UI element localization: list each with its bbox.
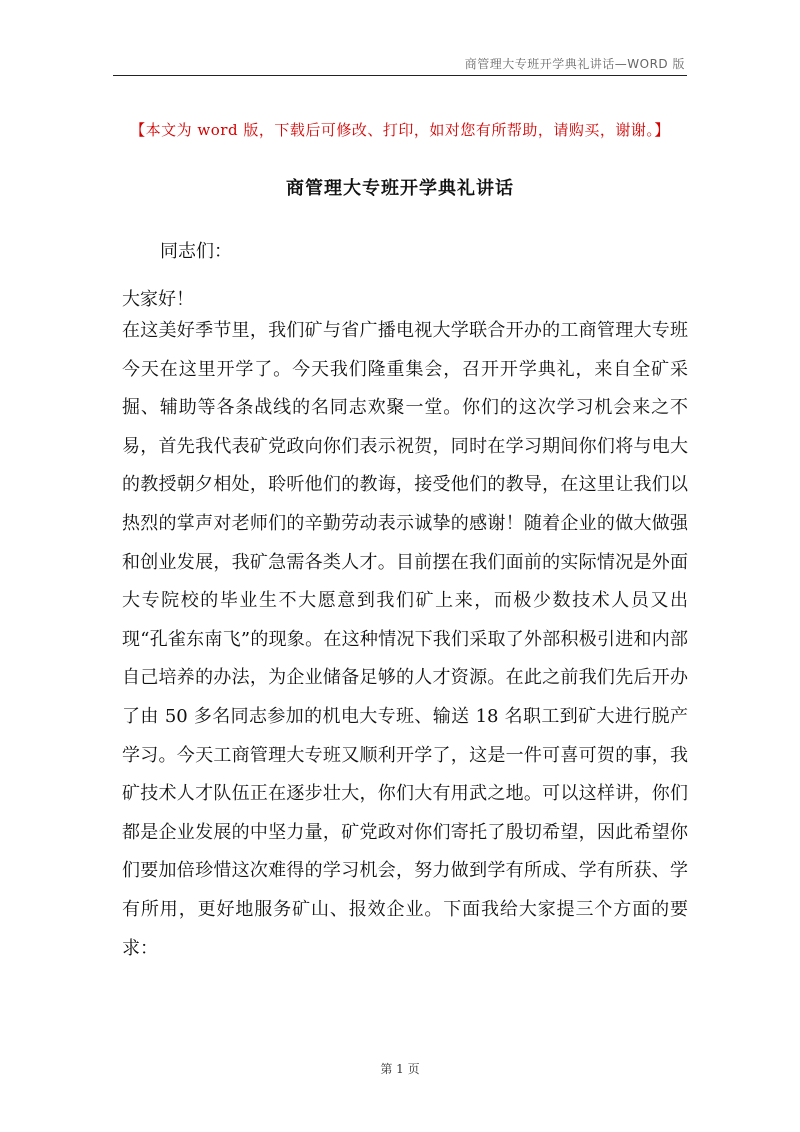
download-notice: 【本文为 word 版，下载后可修改、打印，如对您有所帮助，请购买，谢谢。】 bbox=[130, 121, 670, 139]
running-header: 商管理大专班开学典礼讲话—WORD 版 bbox=[464, 57, 685, 71]
header-divider bbox=[113, 75, 687, 76]
document-title: 商管理大专班开学典礼讲话 bbox=[286, 178, 514, 199]
page-number: 第 1 页 bbox=[380, 1062, 420, 1076]
body-paragraph: 在这美好季节里，我们矿与省广播电视大学联合开办的工商管理大专班今天在这里开学了。今天我们隆重集会，召开开学典礼，来自全矿采掘、辅助等各条战线的名同志欢聚一堂。你们的这次学习机会来之不易，首先我代表矿党政向你们表示祝贺，同时在学习期间你们将与电大的教授朝夕相处，聆听他们的教诲，接受他们的教导，在这里让我们以热烈的掌声对老师们的辛勤劳动表示诚挚的感谢！随着企业的做大做强和创业发展，我矿急需各类人才。目前摆在我们面前的实际情况是外面大专院校的毕业生不大愿意到我们矿上来，而极少数技术人员又出现“孔雀东南飞”的现象。在这种情况下我们采取了外部积极引进和内部自己培养的办法，为企业储备足够的人才资源。在此之前我们先后开办了由 50 多名同志参加的机电大专班、输送 18 名职工到矿大进行脱产学习。今天工商管理大专班又顺利开学了，这是一件可喜可贺的事，我矿技术人才队伍正在逐步壮大，你们大有用武之地。可以这样讲，你们都是企业发展的中坚力量，矿党政对你们寄托了殷切希望，因此希望你们要加倍珍惜这次难得的学习机会，努力做到学有所成、学有所获、学有所用，更好地服务矿山、报效企业。下面我给大家提三个方面的要求： bbox=[122, 320, 688, 959]
greeting: 大家好！ bbox=[122, 289, 194, 310]
salutation: 同志们： bbox=[160, 241, 232, 262]
